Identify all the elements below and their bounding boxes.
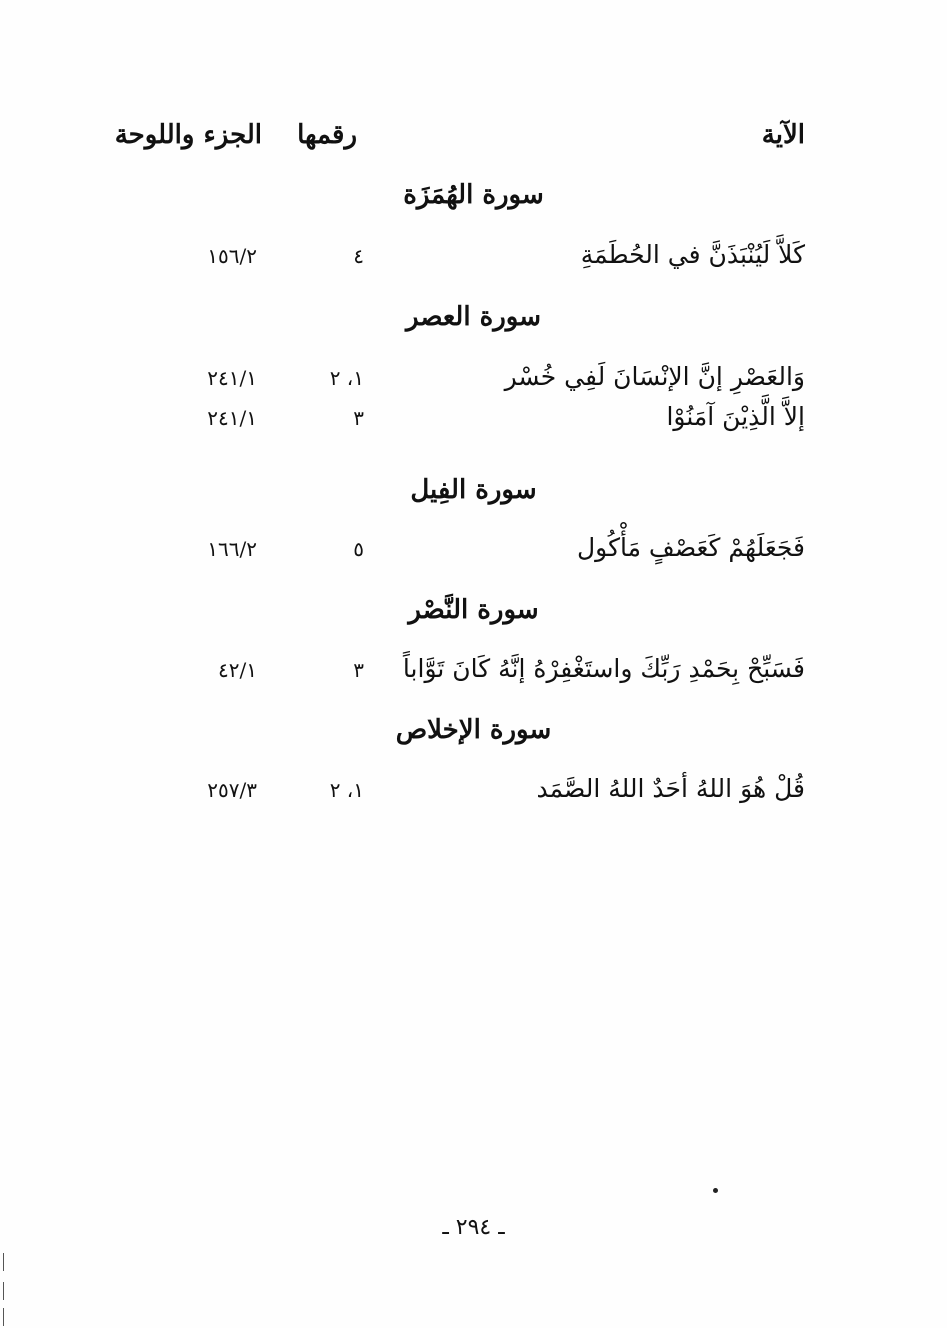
surah-title-nasr: سورة النَّصْر: [408, 595, 539, 625]
ayah-text: فَجَعَلَهُمْ كَعَصْفٍ مَأْكُول: [577, 533, 805, 562]
table-row: [0, 240, 947, 276]
table-row: [0, 774, 947, 810]
volume-plate-reference: ٤٢/١: [218, 658, 257, 682]
table-row: [0, 402, 947, 438]
ayah-text: كَلاَّ لَيُنْبَذَنَّ في الحُطَمَةِ: [580, 240, 805, 269]
ayah-text: إلاَّ الَّذِيْنَ آمَنُوْا: [666, 402, 805, 431]
surah-title-asr: سورة العصر: [405, 302, 542, 332]
table-row: [0, 654, 947, 690]
column-header-number: رقمها: [297, 120, 357, 150]
ayah-number: ١، ٢: [329, 778, 364, 802]
volume-plate-reference: ١٥٦/٢: [207, 244, 257, 268]
ayah-number: ٤: [353, 244, 364, 268]
ayah-number: ٥: [353, 537, 364, 561]
ink-dot: [713, 1188, 718, 1193]
scan-margin-mark: [3, 1253, 4, 1271]
scan-margin-mark: [3, 1308, 4, 1326]
volume-plate-reference: ٢٤١/١: [207, 406, 257, 430]
ayah-number: ٣: [353, 658, 364, 682]
volume-plate-reference: ٢٥٧/٣: [207, 778, 257, 802]
ayah-text: وَالعَصْرِ إنَّ الإنْسَانَ لَفِي خُسْر: [504, 362, 805, 391]
volume-plate-reference: ١٦٦/٢: [207, 537, 257, 561]
ayah-number: ١، ٢: [329, 366, 364, 390]
table-row: [0, 362, 947, 398]
ayah-number: ٣: [353, 406, 364, 430]
column-header-ayah: الآية: [761, 120, 805, 150]
table-row: [0, 533, 947, 569]
surah-title-humazah: سورة الهُمَزَة: [403, 180, 544, 210]
volume-plate-reference: ٢٤١/١: [207, 366, 257, 390]
ayah-text: فَسَبِّحْ بِحَمْدِ رَبِّكَ واستَغْفِرْهُ إنَّهُ كَانَ تَوَّاباً: [402, 654, 805, 683]
scan-margin-mark: [3, 1282, 4, 1300]
surah-title-fil: سورة الفِيل: [410, 475, 537, 505]
ayah-text: قُلْ هُوَ اللهُ أحَدٌ اللهُ الصَّمَد: [536, 774, 805, 803]
surah-title-ikhlas: سورة الإخلاص: [395, 715, 552, 745]
page-number: ـ ٢٩٤ ـ: [442, 1215, 505, 1240]
column-header-reference: الجزء واللوحة: [114, 120, 262, 150]
